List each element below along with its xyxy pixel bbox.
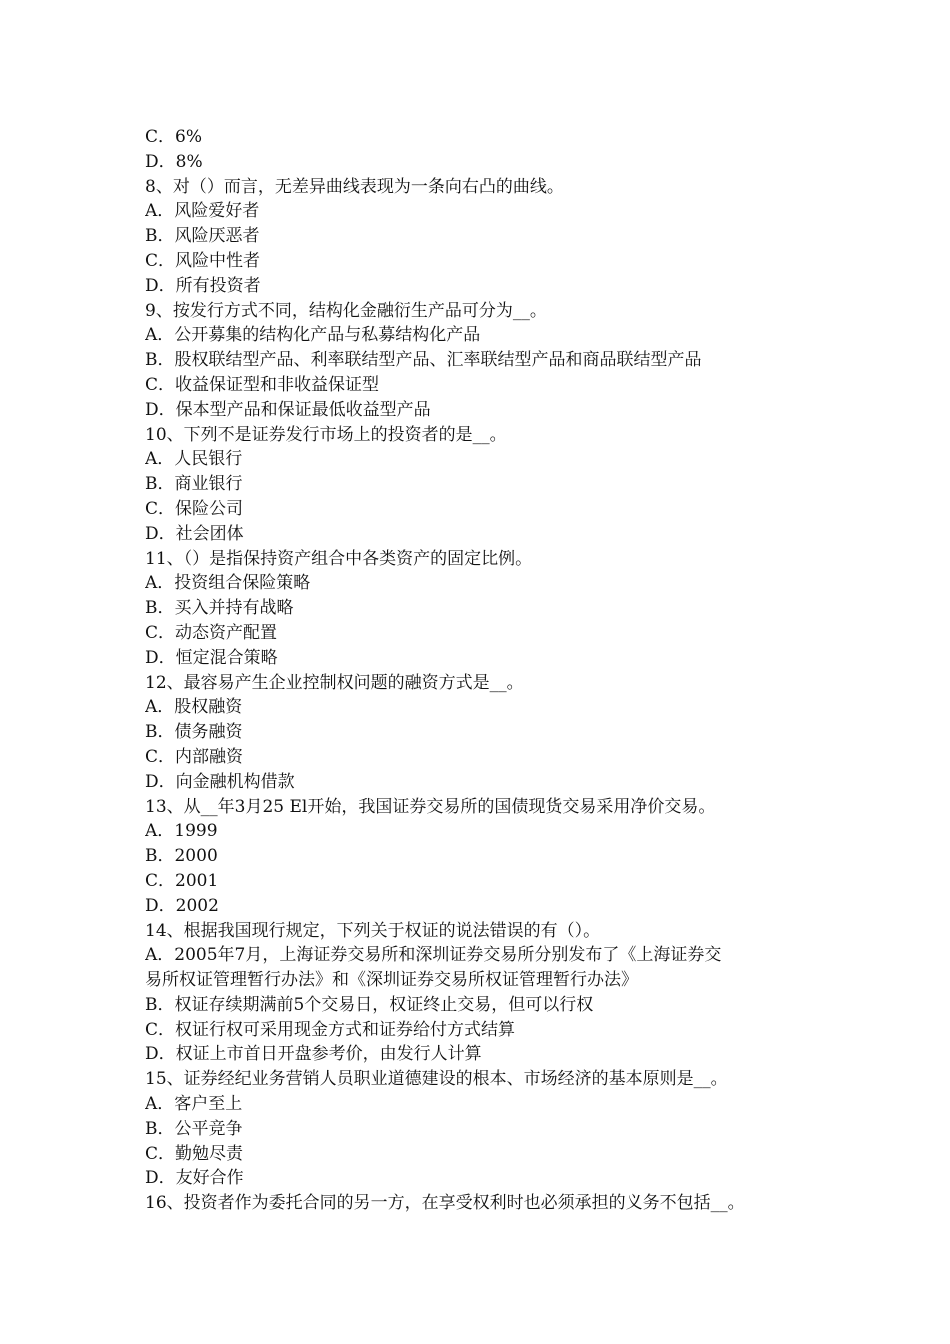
option-text: D．所有投资者 <box>145 275 261 296</box>
option-text-continuation: 易所权证管理暂行办法》和《深圳证券交易所权证管理暂行办法》 <box>145 970 638 991</box>
question-text: 8、对（）而言，无差异曲线表现为一条向右凸的曲线。 <box>145 176 564 197</box>
option-text: C．内部融资 <box>145 746 244 767</box>
option-text: A．1999 <box>145 821 218 842</box>
option-text: C．风险中性者 <box>145 250 261 271</box>
option-text: D．恒定混合策略 <box>145 647 278 668</box>
option-text: B．商业银行 <box>145 474 243 495</box>
option-text: B．买入并持有战略 <box>145 598 294 619</box>
option-text: C．2001 <box>145 870 219 891</box>
option-text: A．投资组合保险策略 <box>145 573 311 594</box>
option-text: C．保险公司 <box>145 498 244 519</box>
option-text: A．股权融资 <box>145 697 243 718</box>
option-text: B．债务融资 <box>145 722 243 743</box>
option-text: B．风险厌恶者 <box>145 226 260 247</box>
option-text: D．社会团体 <box>145 523 244 544</box>
question-text: 11、（）是指保持资产组合中各类资产的固定比例。 <box>145 548 533 569</box>
option-text: D．友好合作 <box>145 1168 244 1189</box>
option-text: B．股权联结型产品、利率联结型产品、汇率联结型产品和商品联结型产品 <box>145 350 702 371</box>
document-body <box>145 125 825 1216</box>
question-text: 9、按发行方式不同，结构化金融衍生产品可分为__。 <box>145 300 547 321</box>
option-text: D．权证上市首日开盘参考价，由发行人计算 <box>145 1044 482 1065</box>
option-text: B．公平竞争 <box>145 1118 243 1139</box>
option-text: D．向金融机构借款 <box>145 771 295 792</box>
question-text: 15、证券经纪业务营销人员职业道德建设的根本、市场经济的基本原则是__。 <box>145 1069 728 1090</box>
option-text: B．权证存续期满前5个交易日，权证终止交易，但可以行权 <box>145 994 594 1015</box>
question-text: 16、投资者作为委托合同的另一方，在享受权利时也必须承担的义务不包括__。 <box>145 1193 745 1214</box>
option-text: C．权证行权可采用现金方式和证券给付方式结算 <box>145 1019 516 1040</box>
text-line: C．6% <box>145 127 202 147</box>
option-text: C．勤勉尽责 <box>145 1143 244 1164</box>
option-text: A．风险爱好者 <box>145 201 260 222</box>
option-text: C．动态资产配置 <box>145 622 278 643</box>
question-text: 10、下列不是证券发行市场上的投资者的是__。 <box>145 424 507 445</box>
option-text: A．客户至上 <box>145 1094 243 1115</box>
option-text: A．公开募集的结构化产品与私募结构化产品 <box>145 325 481 346</box>
question-text: 13、从__年3月25 El开始，我国证券交易所的国债现货交易采用净价交易。 <box>145 796 716 817</box>
option-text: B．2000 <box>145 846 218 867</box>
option-text: D．保本型产品和保证最低收益型产品 <box>145 399 431 420</box>
text-line: D．8% <box>145 151 203 172</box>
option-text: A．2005年7月，上海证券交易所和深圳证券交易所分别发布了《上海证券交 <box>145 945 722 966</box>
option-text: A．人民银行 <box>145 449 243 470</box>
option-text: C．收益保证型和非收益保证型 <box>145 374 380 395</box>
question-text: 14、根据我国现行规定，下列关于权证的说法错误的有（）。 <box>145 920 601 941</box>
option-text: D．2002 <box>145 895 219 916</box>
question-text: 12、最容易产生企业控制权问题的融资方式是__。 <box>145 672 524 693</box>
